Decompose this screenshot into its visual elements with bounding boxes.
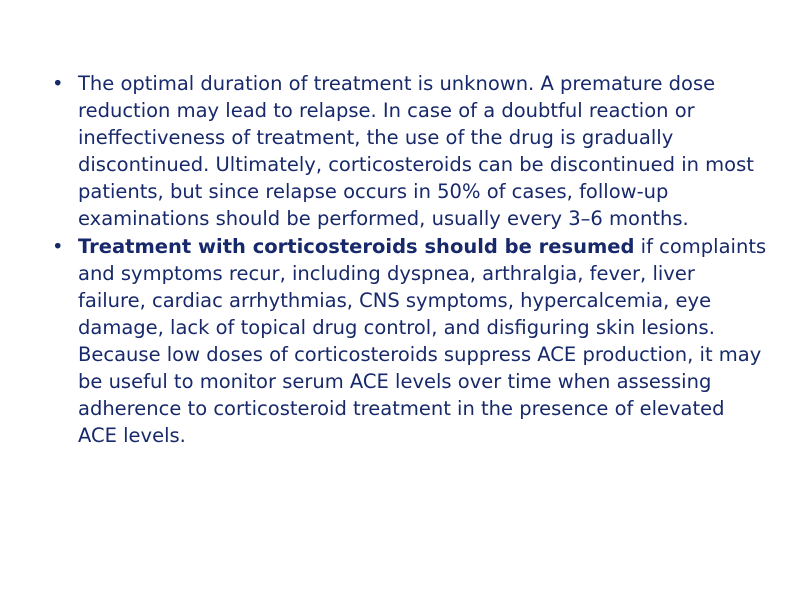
bullet-text: if complaints and symptoms recur, including dyspnea, arthralgia, fever, liver failure, cardiac arrhythmias, CNS symptoms, hypercalcemia, eye damage, lack of topical drug control, and disfiguring skin lesions. Because low doses of corticosteroids suppress ACE production, it may be useful to monitor serum ACE levels over time when assessing adherence to corticosteroid treatment in the presence of elevated ACE levels.: [78, 235, 767, 447]
bullet-marker: •: [52, 72, 64, 95]
bullet-marker: •: [52, 235, 64, 258]
bullet-item-treatment-duration: [52, 70, 767, 232]
bullet-text: The optimal duration of treatment is unknown. A premature dose reduction may lead to relapse. In case of a doubtful reaction or ineffectiveness of treatment, the use of the drug is gradually discontinued. Ultimately, corticosteroids can be discontinued in most patients, but since relapse occurs in 50% of cases, follow-up examinations should be performed, usually every 3–6 months.: [78, 72, 754, 230]
bullet-bold-lead: Treatment with corticosteroids should be resumed: [78, 235, 635, 258]
bullet-list: [52, 70, 767, 450]
bullet-item-treatment-resumption: [52, 233, 767, 449]
